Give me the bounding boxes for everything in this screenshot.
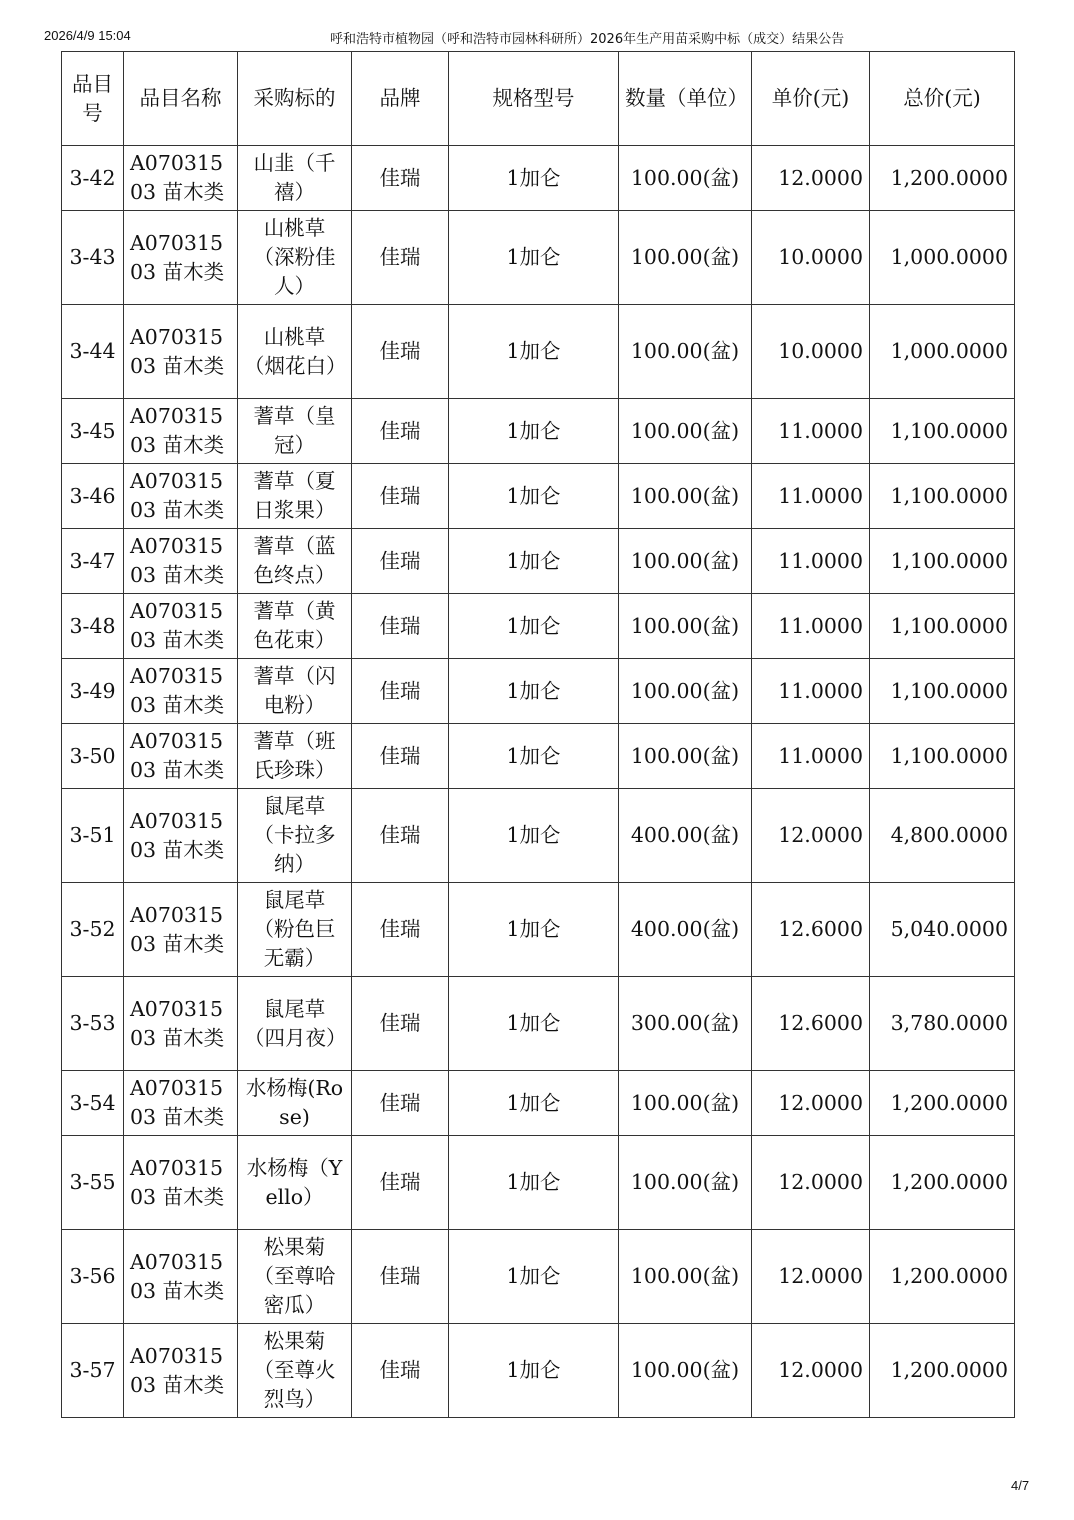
cell-item-name: A07031503 苗木类 [124,1136,238,1230]
cell-total-price: 1,200.0000 [870,146,1015,211]
cell-spec: 1加仑 [449,399,619,464]
cell-total-price: 5,040.0000 [870,883,1015,977]
cell-item-no: 3-51 [62,789,124,883]
cell-spec: 1加仑 [449,1071,619,1136]
table-body [62,146,1015,1418]
table-row [62,724,1015,789]
cell-item-no: 3-45 [62,399,124,464]
cell-procurement-target: 鼠尾草（卡拉多纳） [238,789,352,883]
cell-brand: 佳瑞 [352,529,449,594]
cell-item-name: A07031503 苗木类 [124,1230,238,1324]
cell-total-price: 1,100.0000 [870,464,1015,529]
cell-procurement-target: 山韭（千禧） [238,146,352,211]
cell-quantity: 100.00(盆) [619,146,752,211]
table-header-row [62,52,1015,146]
cell-item-no: 3-57 [62,1324,124,1418]
cell-unit-price: 11.0000 [752,594,870,659]
cell-item-name: A07031503 苗木类 [124,1071,238,1136]
cell-item-name: A07031503 苗木类 [124,146,238,211]
column-header-item-no: 品目号 [62,52,124,146]
cell-spec: 1加仑 [449,1324,619,1418]
cell-procurement-target: 山桃草（深粉佳人） [238,211,352,305]
cell-item-no: 3-48 [62,594,124,659]
cell-total-price: 1,100.0000 [870,399,1015,464]
cell-brand: 佳瑞 [352,464,449,529]
cell-total-price: 1,200.0000 [870,1136,1015,1230]
print-datetime: 2026/4/9 15:04 [44,28,131,43]
column-header-item-name: 品目名称 [124,52,238,146]
cell-unit-price: 12.0000 [752,1136,870,1230]
cell-total-price: 1,000.0000 [870,211,1015,305]
table-row [62,883,1015,977]
cell-unit-price: 11.0000 [752,659,870,724]
cell-item-name: A07031503 苗木类 [124,464,238,529]
cell-item-no: 3-44 [62,305,124,399]
cell-item-no: 3-55 [62,1136,124,1230]
cell-procurement-target: 鼠尾草（四月夜） [238,977,352,1071]
cell-quantity: 100.00(盆) [619,724,752,789]
table-row [62,594,1015,659]
table-row [62,789,1015,883]
cell-item-name: A07031503 苗木类 [124,305,238,399]
cell-brand: 佳瑞 [352,594,449,659]
cell-total-price: 1,100.0000 [870,659,1015,724]
cell-item-name: A07031503 苗木类 [124,724,238,789]
cell-total-price: 1,200.0000 [870,1324,1015,1418]
page-number: 4/7 [1011,1478,1030,1493]
cell-item-name: A07031503 苗木类 [124,211,238,305]
cell-procurement-target: 松果菊（至尊火烈鸟） [238,1324,352,1418]
cell-spec: 1加仑 [449,594,619,659]
cell-procurement-target: 蓍草（班氏珍珠） [238,724,352,789]
cell-spec: 1加仑 [449,1136,619,1230]
cell-procurement-target: 蓍草（黄色花束） [238,594,352,659]
cell-procurement-target: 水杨梅(Rose) [238,1071,352,1136]
cell-total-price: 1,100.0000 [870,529,1015,594]
cell-quantity: 100.00(盆) [619,1324,752,1418]
cell-unit-price: 12.6000 [752,977,870,1071]
cell-total-price: 1,100.0000 [870,724,1015,789]
cell-procurement-target: 蓍草（夏日浆果） [238,464,352,529]
cell-procurement-target: 蓍草（皇冠） [238,399,352,464]
cell-quantity: 100.00(盆) [619,594,752,659]
cell-brand: 佳瑞 [352,211,449,305]
cell-item-no: 3-56 [62,1230,124,1324]
cell-quantity: 400.00(盆) [619,789,752,883]
table-row [62,399,1015,464]
cell-procurement-target: 蓍草（蓝色终点） [238,529,352,594]
cell-unit-price: 11.0000 [752,724,870,789]
cell-item-no: 3-50 [62,724,124,789]
cell-unit-price: 12.0000 [752,1071,870,1136]
cell-spec: 1加仑 [449,724,619,789]
cell-procurement-target: 蓍草（闪电粉） [238,659,352,724]
column-header-unit-price: 单价(元) [752,52,870,146]
cell-unit-price: 10.0000 [752,305,870,399]
cell-unit-price: 12.0000 [752,1230,870,1324]
table-row [62,211,1015,305]
cell-procurement-target: 鼠尾草（粉色巨无霸） [238,883,352,977]
cell-spec: 1加仑 [449,529,619,594]
cell-unit-price: 11.0000 [752,464,870,529]
cell-item-name: A07031503 苗木类 [124,594,238,659]
table-row [62,146,1015,211]
cell-spec: 1加仑 [449,146,619,211]
cell-brand: 佳瑞 [352,1324,449,1418]
cell-item-no: 3-49 [62,659,124,724]
cell-quantity: 100.00(盆) [619,464,752,529]
cell-brand: 佳瑞 [352,1136,449,1230]
table-row [62,529,1015,594]
cell-spec: 1加仑 [449,789,619,883]
column-header-quantity: 数量（单位） [619,52,752,146]
cell-item-no: 3-47 [62,529,124,594]
cell-brand: 佳瑞 [352,399,449,464]
cell-quantity: 100.00(盆) [619,1071,752,1136]
cell-spec: 1加仑 [449,305,619,399]
cell-item-name: A07031503 苗木类 [124,659,238,724]
procurement-result-table [61,51,1015,1418]
cell-brand: 佳瑞 [352,305,449,399]
cell-total-price: 1,200.0000 [870,1071,1015,1136]
cell-quantity: 100.00(盆) [619,399,752,464]
column-header-procurement-target: 采购标的 [238,52,352,146]
cell-unit-price: 11.0000 [752,529,870,594]
cell-item-name: A07031503 苗木类 [124,1324,238,1418]
table-row [62,1071,1015,1136]
cell-total-price: 4,800.0000 [870,789,1015,883]
cell-spec: 1加仑 [449,659,619,724]
column-header-spec: 规格型号 [449,52,619,146]
cell-item-no: 3-46 [62,464,124,529]
cell-spec: 1加仑 [449,883,619,977]
cell-procurement-target: 松果菊（至尊哈密瓜） [238,1230,352,1324]
table-row [62,977,1015,1071]
cell-brand: 佳瑞 [352,659,449,724]
cell-total-price: 1,000.0000 [870,305,1015,399]
cell-item-name: A07031503 苗木类 [124,529,238,594]
cell-item-name: A07031503 苗木类 [124,883,238,977]
cell-brand: 佳瑞 [352,1071,449,1136]
document-title: 呼和浩特市植物园（呼和浩特市园林科研所）2026年生产用苗采购中标（成交）结果公告 [330,32,845,47]
cell-spec: 1加仑 [449,977,619,1071]
column-header-total-price: 总价(元) [870,52,1015,146]
cell-total-price: 1,200.0000 [870,1230,1015,1324]
cell-unit-price: 12.0000 [752,146,870,211]
cell-brand: 佳瑞 [352,789,449,883]
cell-brand: 佳瑞 [352,724,449,789]
column-header-brand: 品牌 [352,52,449,146]
cell-brand: 佳瑞 [352,1230,449,1324]
table-row [62,1324,1015,1418]
cell-total-price: 3,780.0000 [870,977,1015,1071]
cell-quantity: 100.00(盆) [619,211,752,305]
cell-brand: 佳瑞 [352,146,449,211]
cell-spec: 1加仑 [449,211,619,305]
cell-spec: 1加仑 [449,464,619,529]
cell-item-no: 3-52 [62,883,124,977]
cell-item-name: A07031503 苗木类 [124,789,238,883]
cell-procurement-target: 水杨梅（Yello） [238,1136,352,1230]
cell-item-name: A07031503 苗木类 [124,977,238,1071]
cell-brand: 佳瑞 [352,883,449,977]
cell-total-price: 1,100.0000 [870,594,1015,659]
cell-quantity: 100.00(盆) [619,1136,752,1230]
table-row [62,1230,1015,1324]
cell-item-no: 3-42 [62,146,124,211]
cell-quantity: 100.00(盆) [619,1230,752,1324]
cell-quantity: 100.00(盆) [619,529,752,594]
cell-unit-price: 12.0000 [752,789,870,883]
table-row [62,659,1015,724]
cell-quantity: 100.00(盆) [619,659,752,724]
cell-unit-price: 10.0000 [752,211,870,305]
table-row [62,464,1015,529]
cell-quantity: 300.00(盆) [619,977,752,1071]
cell-unit-price: 11.0000 [752,399,870,464]
cell-quantity: 400.00(盆) [619,883,752,977]
cell-unit-price: 12.6000 [752,883,870,977]
cell-unit-price: 12.0000 [752,1324,870,1418]
cell-item-no: 3-43 [62,211,124,305]
table-row [62,1136,1015,1230]
cell-brand: 佳瑞 [352,977,449,1071]
cell-procurement-target: 山桃草（烟花白） [238,305,352,399]
table-row [62,305,1015,399]
cell-quantity: 100.00(盆) [619,305,752,399]
cell-item-no: 3-53 [62,977,124,1071]
cell-item-no: 3-54 [62,1071,124,1136]
cell-item-name: A07031503 苗木类 [124,399,238,464]
cell-spec: 1加仑 [449,1230,619,1324]
